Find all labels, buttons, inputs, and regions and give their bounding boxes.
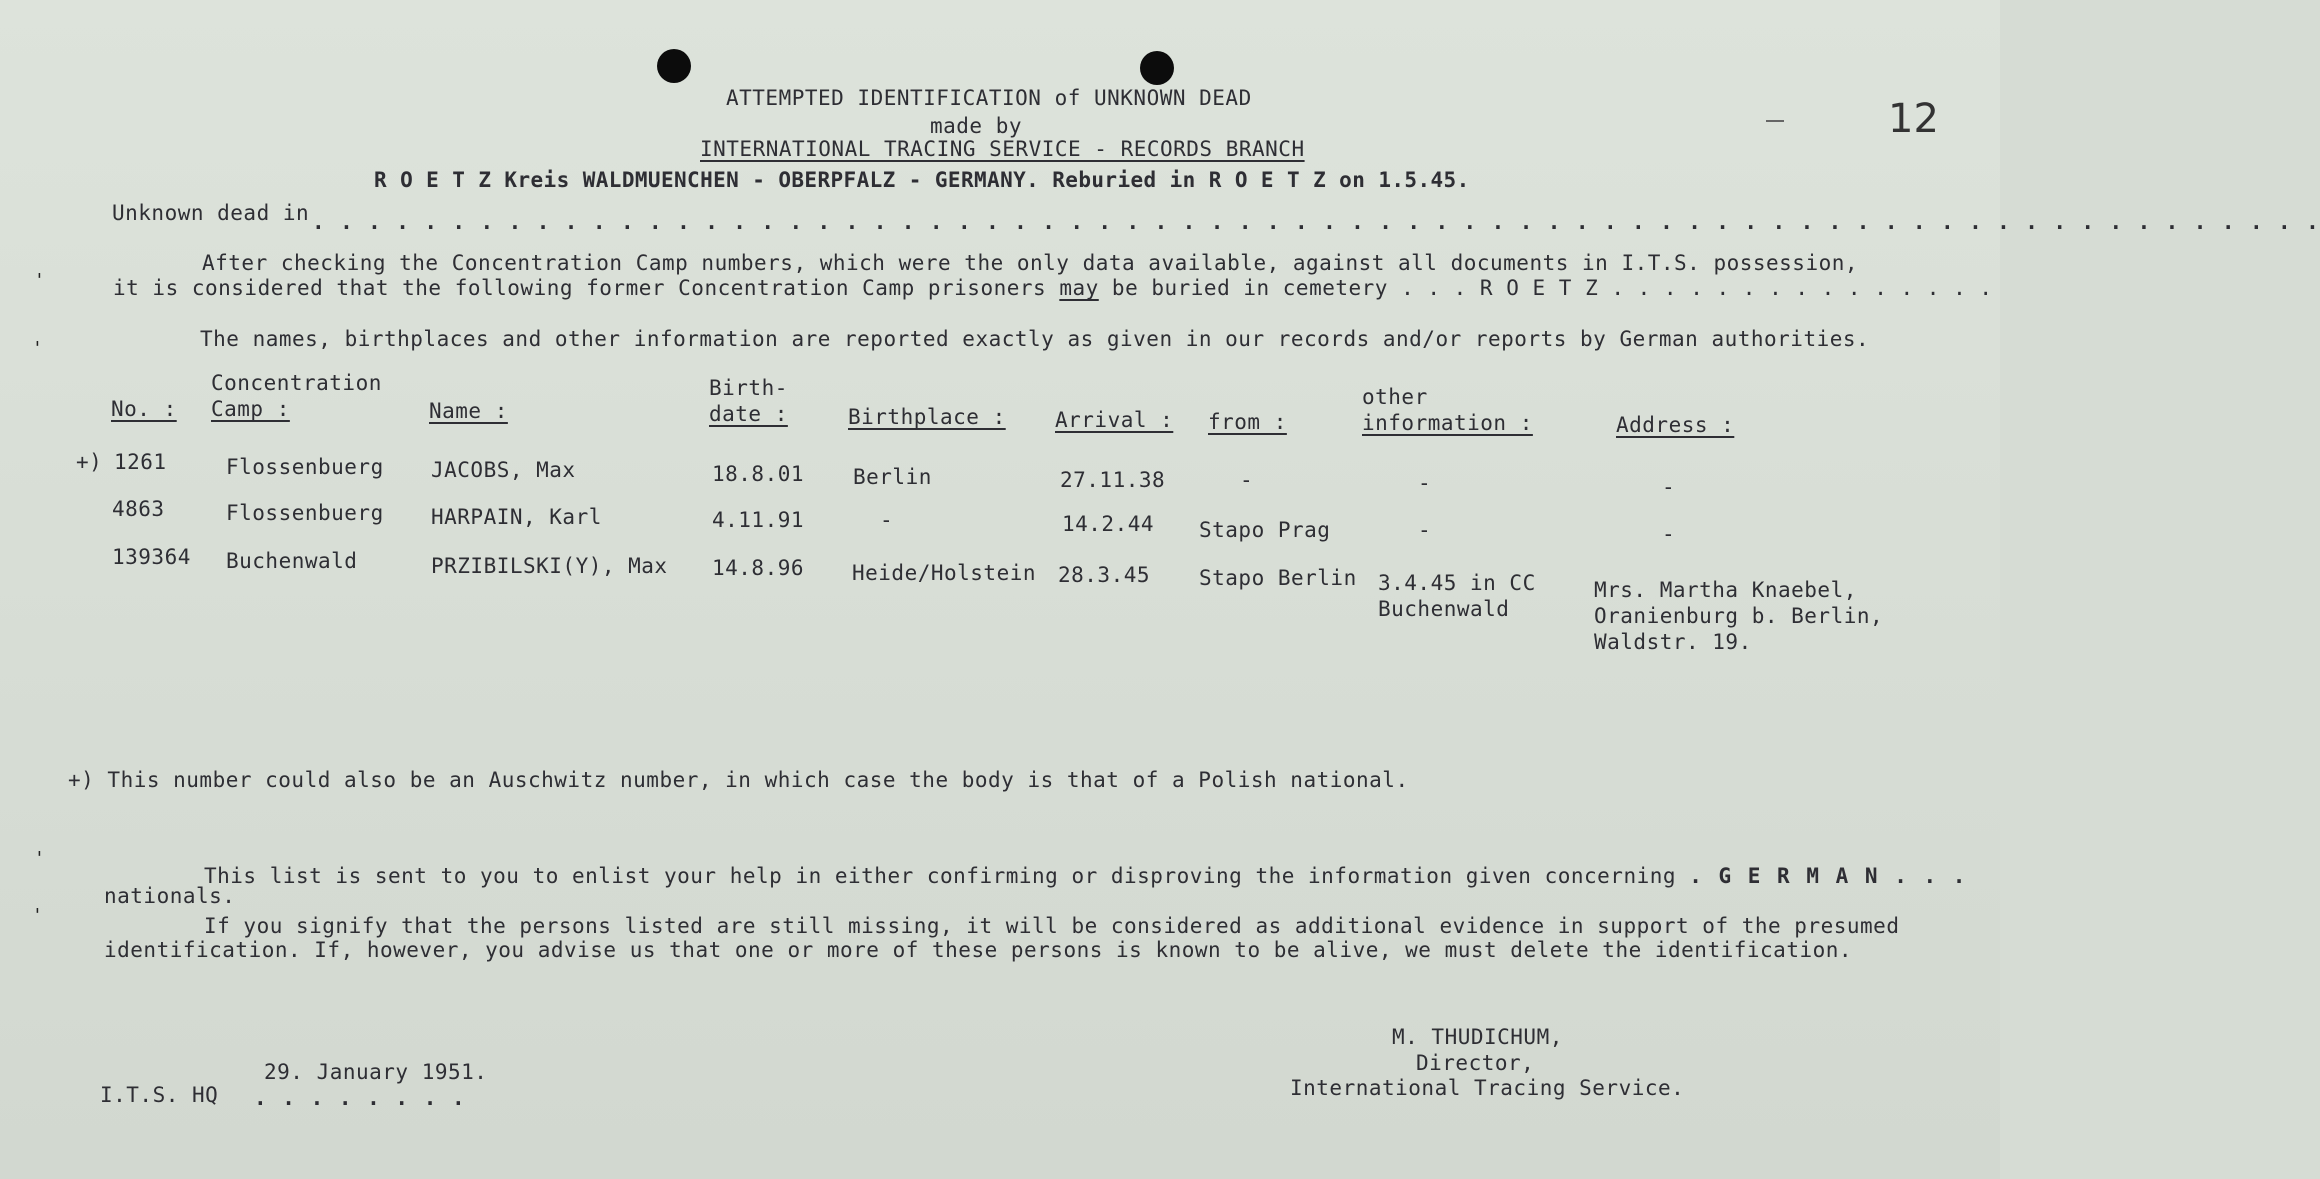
punch-hole-left — [657, 49, 691, 83]
location-line: R O E T Z Kreis WALDMUENCHEN - OBERPFALZ - GERMANY. Reburied in R O E T Z on 1.5.45. — [374, 168, 1470, 192]
col-header-birthdate-bottom: date : — [709, 402, 788, 426]
intro-line-2 — [113, 276, 1993, 300]
intro-line-3: The names, birthplaces and other information are reported exactly as given in our records and/or reports by German authorities. — [200, 327, 1870, 351]
cell-from: Stapo Prag — [1199, 518, 1331, 542]
intro-line-2-start: it is considered that the following former Concentration Camp prisoners — [113, 276, 1047, 300]
cell-address: Mrs. Martha Knaebel, — [1594, 578, 1857, 602]
cell-camp: Buchenwald — [226, 549, 358, 573]
closing-nationality: . G E R M A N . . . — [1689, 864, 1968, 888]
col-header-birthplace: Birthplace : — [848, 405, 1006, 429]
cell-other: - — [1418, 471, 1432, 495]
cell-camp: Flossenbuerg — [226, 455, 384, 479]
footer-its-hq: I.T.S. HQ — [100, 1083, 219, 1107]
margin-mark: ' — [34, 848, 45, 869]
footnote: +) This number could also be an Auschwitz number, in which case the body is that of a Polish national. — [68, 768, 1409, 792]
margin-mark: ' — [34, 270, 45, 291]
col-header-other-bottom: information : — [1362, 411, 1533, 435]
cell-name: JACOBS, Max — [431, 458, 576, 482]
cell-birthdate: 14.8.96 — [712, 556, 805, 580]
cell-birthdate: 4.11.91 — [712, 508, 805, 532]
cell-from: - — [1240, 468, 1254, 492]
cell-address-line-3: Waldstr. 19. — [1594, 630, 1752, 654]
col-header-arrival: Arrival : — [1055, 408, 1174, 432]
cell-birthplace: Heide/Holstein — [852, 561, 1037, 585]
margin-mark: ' — [32, 338, 43, 359]
punch-hole-right — [1140, 51, 1174, 85]
signature-title: Director, — [1416, 1051, 1535, 1075]
closing-line-4: identification. If, however, you advise us that one or more of these persons is known to be alive, we must delete the identification. — [104, 938, 1853, 962]
cell-other: 3.4.45 in CC — [1378, 571, 1536, 595]
row-marker: +) — [76, 450, 103, 474]
cell-birthdate: 18.8.01 — [712, 462, 805, 486]
unknown-dead-label: Unknown dead in — [112, 201, 310, 225]
intro-may: may — [1059, 276, 1099, 300]
col-header-birthdate-top: Birth- — [709, 376, 788, 400]
margin-dash — [1766, 120, 1784, 122]
cell-no: 1261 — [114, 450, 167, 474]
cell-camp: Flossenbuerg — [226, 501, 384, 525]
footer-date: 29. January 1951. — [264, 1060, 488, 1084]
closing-line-1 — [204, 864, 1967, 888]
col-header-no: No. : — [111, 397, 177, 421]
col-header-camp-bottom: Camp : — [211, 397, 290, 421]
cell-address-line-2: Oranienburg b. Berlin, — [1594, 604, 1884, 628]
unknown-dead-dots: . . . . . . . . . . . . . . . . . . . . . . . . . . . . . . . . . . . . . . . . . . . . . . . . . . . . . . . . . . . . . . . . . . . . . . . . — [312, 210, 2320, 234]
cell-address: - — [1662, 475, 1676, 499]
cell-arrival: 14.2.44 — [1062, 512, 1155, 536]
header-organization: INTERNATIONAL TRACING SERVICE - RECORDS BRANCH — [700, 137, 1305, 161]
cell-birthplace: Berlin — [853, 465, 932, 489]
cell-other: - — [1418, 518, 1432, 542]
cell-no: 139364 — [112, 545, 191, 569]
col-header-name: Name : — [429, 399, 508, 423]
col-header-from: from : — [1208, 410, 1287, 434]
footer-dots: . . . . . . . . — [254, 1086, 467, 1110]
cell-name: PRZIBILSKI(Y), Max — [431, 554, 668, 578]
header-made-by: made by — [930, 114, 1023, 138]
cell-other-line-2: Buchenwald — [1378, 597, 1510, 621]
signature-organization: International Tracing Service. — [1290, 1076, 1685, 1100]
cell-name: HARPAIN, Karl — [431, 505, 602, 529]
col-header-other-top: other — [1362, 385, 1428, 409]
cell-arrival: 28.3.45 — [1058, 563, 1151, 587]
cell-address: - — [1662, 522, 1676, 546]
col-header-camp-top: Concentration — [211, 371, 382, 395]
closing-line-3: If you signify that the persons listed are still missing, it will be considered as additional evidence in support of the presumed — [204, 914, 1900, 938]
cell-from: Stapo Berlin — [1199, 566, 1357, 590]
signature-name: M. THUDICHUM, — [1392, 1025, 1563, 1049]
margin-mark: ' — [32, 905, 43, 926]
col-header-address: Address : — [1616, 413, 1735, 437]
cell-birthplace: - — [880, 508, 894, 532]
sheet-number: 12 — [1888, 96, 1939, 142]
cell-arrival: 27.11.38 — [1060, 468, 1166, 492]
closing-line-1-text: This list is sent to you to enlist your help in either confirming or disproving the information given concerning — [204, 864, 1677, 888]
header-title: ATTEMPTED IDENTIFICATION of UNKNOWN DEAD — [726, 86, 1252, 110]
intro-line-1: After checking the Concentration Camp numbers, which were the only data available, against all documents in I.T.S. possession, — [202, 251, 1859, 275]
intro-line-2-end: be buried in cemetery . . . R O E T Z . . . . . . . . . . . . . . . — [1111, 276, 1993, 300]
closing-nationals: nationals. — [104, 884, 236, 908]
cell-no: 4863 — [112, 497, 165, 521]
